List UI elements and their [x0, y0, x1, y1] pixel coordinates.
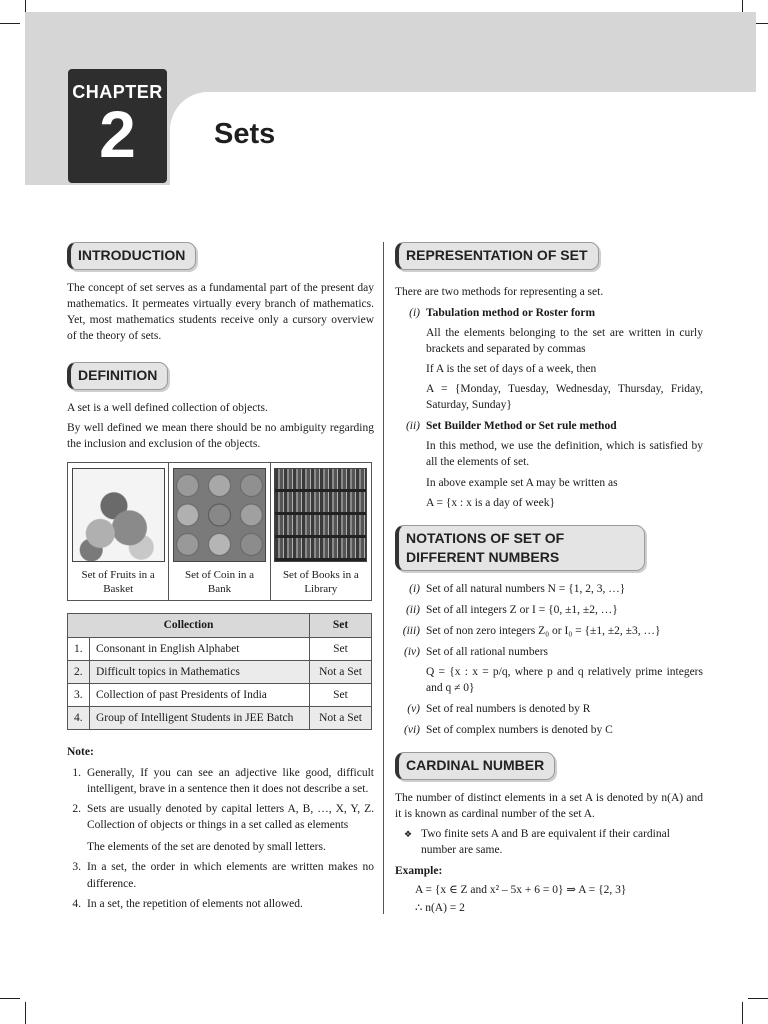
notations-list [395, 581, 703, 739]
list-item [395, 602, 703, 618]
note-text: In a set, the repetition of elements not allowed. [87, 897, 303, 910]
list-item [395, 644, 703, 660]
method-title: Tabulation method or Roster form [426, 306, 596, 319]
image-caption: Set of Books in a Library [282, 568, 359, 596]
notations-heading: NOTATIONS OF SET OF DIFFERENT NUMBERS [395, 525, 645, 571]
crop-mark [742, 1002, 743, 1024]
set-cell: Set [310, 683, 372, 706]
representation-intro: There are two methods for representing a set. [395, 285, 604, 298]
page-title: Sets [214, 118, 276, 150]
table-header: Set [310, 614, 372, 637]
note-text: Sets are usually denoted by capital letters A, B, …, X, Y, Z. Collection of objects or things in a set called as elements [87, 803, 374, 832]
list-number: (i) [409, 582, 420, 595]
diamond-bullet-icon: ❖ [403, 829, 413, 840]
example-cell [169, 462, 270, 601]
list-item [395, 623, 703, 639]
note-title: Note: [67, 745, 94, 758]
method-text: If A is the set of days of a week, then [426, 362, 597, 375]
method-text: A = {x : x is a day of week} [426, 496, 555, 509]
list-item [395, 305, 703, 321]
list-number: (i) [409, 306, 420, 319]
note-body [87, 801, 374, 855]
right-column [395, 242, 703, 917]
list-number: 2. [72, 803, 81, 816]
list-item [67, 859, 374, 891]
definition-text: A set is a well defined collection of objects. [67, 401, 268, 414]
representation-heading: REPRESENTATION OF SET [395, 242, 599, 270]
column-divider [383, 242, 384, 914]
example-title: Example: [395, 865, 443, 878]
table-row [68, 637, 372, 660]
crop-mark [748, 998, 768, 999]
library-books-image [274, 468, 367, 562]
coins-image [173, 468, 266, 562]
chapter-badge [68, 69, 167, 183]
example-cell [270, 462, 371, 601]
notation-text: Set of all natural numbers N = {1, 2, 3, …} [426, 582, 626, 595]
collection-cell: Group of Intelligent Students in JEE Batch [90, 706, 310, 729]
fruit-basket-image [72, 468, 165, 562]
collection-cell: Collection of past Presidents of India [90, 683, 310, 706]
list-item [395, 581, 703, 597]
set-cell: Set [310, 637, 372, 660]
image-caption: Set of Coin in a Bank [184, 568, 255, 596]
example-line: ∴ n(A) = 2 [415, 902, 465, 915]
list-number: (iv) [404, 645, 420, 658]
cardinal-heading: CARDINAL NUMBER [395, 752, 555, 780]
introduction-heading: INTRODUCTION [67, 242, 196, 270]
note-extra-text: The elements of the set are denoted by small letters. [87, 841, 326, 854]
list-number: (ii) [405, 603, 420, 616]
list-item [67, 896, 374, 912]
method-title: Set Builder Method or Set rule method [426, 420, 617, 433]
image-caption: Set of Fruits in a Basket [81, 568, 155, 596]
row-number: 1. [68, 637, 90, 660]
set-cell: Not a Set [310, 706, 372, 729]
chapter-number: 2 [99, 97, 136, 172]
notation-text: Set of all rational numbers [426, 645, 548, 658]
row-number: 4. [68, 706, 90, 729]
list-number: (ii) [405, 420, 420, 433]
note-text: In a set, the order in which elements are written makes no difference. [87, 861, 374, 890]
list-number: 4. [72, 897, 81, 910]
list-number: (vi) [404, 724, 420, 737]
examples-image-table [67, 462, 372, 602]
collection-set-table [67, 613, 372, 729]
list-item [67, 801, 374, 855]
method-text: A = {Monday, Tuesday, Wednesday, Thursday, Friday, Saturday, Sunday} [426, 383, 703, 412]
collection-cell: Difficult topics in Mathematics [90, 660, 310, 683]
example-cell [68, 462, 169, 601]
list-number: (iii) [402, 624, 420, 637]
list-number: 1. [72, 767, 81, 779]
note-list [67, 765, 374, 912]
chapter-label: CHAPTER [72, 82, 163, 102]
list-number: 3. [72, 861, 81, 874]
left-column [67, 242, 374, 912]
crop-mark [0, 998, 20, 999]
method-text: In this method, we use the definition, which is satisfied by all the elements of set. [426, 440, 703, 469]
table-header: Collection [68, 614, 310, 637]
introduction-text: The concept of set serves as a fundamental part of the present day mathematics. It permeates virtually every branch of mathematics. Yet, most mathematics students receive only a cursory overview of the theory of sets. [67, 281, 374, 342]
notation-text: Set of real numbers is denoted by R [426, 703, 591, 716]
cardinal-text: The number of distinct elements in a set A is denoted by n(A) and it is known as cardinal number of the set A. [395, 791, 703, 820]
list-item [67, 765, 374, 797]
row-number: 3. [68, 683, 90, 706]
notation-text: Set of non zero integers Z₀ or I₀ = {±1, ±2, ±3, …} [426, 624, 661, 637]
list-item [395, 701, 703, 717]
table-row [68, 706, 372, 729]
bullet-item [395, 826, 703, 858]
list-item [395, 418, 703, 434]
table-row [68, 683, 372, 706]
collection-cell: Consonant in English Alphabet [90, 637, 310, 660]
method-text: All the elements belonging to the set are written in curly brackets and separated by commas [426, 326, 703, 355]
crop-mark [0, 23, 20, 24]
set-cell: Not a Set [310, 660, 372, 683]
example-line: A = {x ∈ Z and x² – 5x + 6 = 0} ⇒ A = {2, 3} [415, 884, 627, 897]
crop-mark [25, 1002, 26, 1024]
rational-definition: Q = {x : x = p/q, where p and q relatively prime integers and q ≠ 0} [426, 665, 703, 694]
bullet-text: Two finite sets A and B are equivalent if their cardinal number are same. [421, 828, 670, 857]
list-number: (v) [407, 703, 420, 716]
definition-text: By well defined we mean there should be no ambiguity regarding the inclusion and exclusion of the objects. [67, 421, 374, 450]
note-text: Generally, If you can see an adjective like good, difficult intelligent, brave in a sentence then it does not describe a set. [87, 767, 374, 796]
notation-text: Set of all integers Z or I = {0, ±1, ±2, …} [426, 603, 618, 616]
row-number: 2. [68, 660, 90, 683]
notation-text: Set of complex numbers is denoted by C [426, 724, 613, 737]
method-text: In above example set A may be written as [426, 476, 618, 489]
list-item [395, 722, 703, 738]
definition-heading: DEFINITION [67, 362, 168, 390]
table-row [68, 660, 372, 683]
